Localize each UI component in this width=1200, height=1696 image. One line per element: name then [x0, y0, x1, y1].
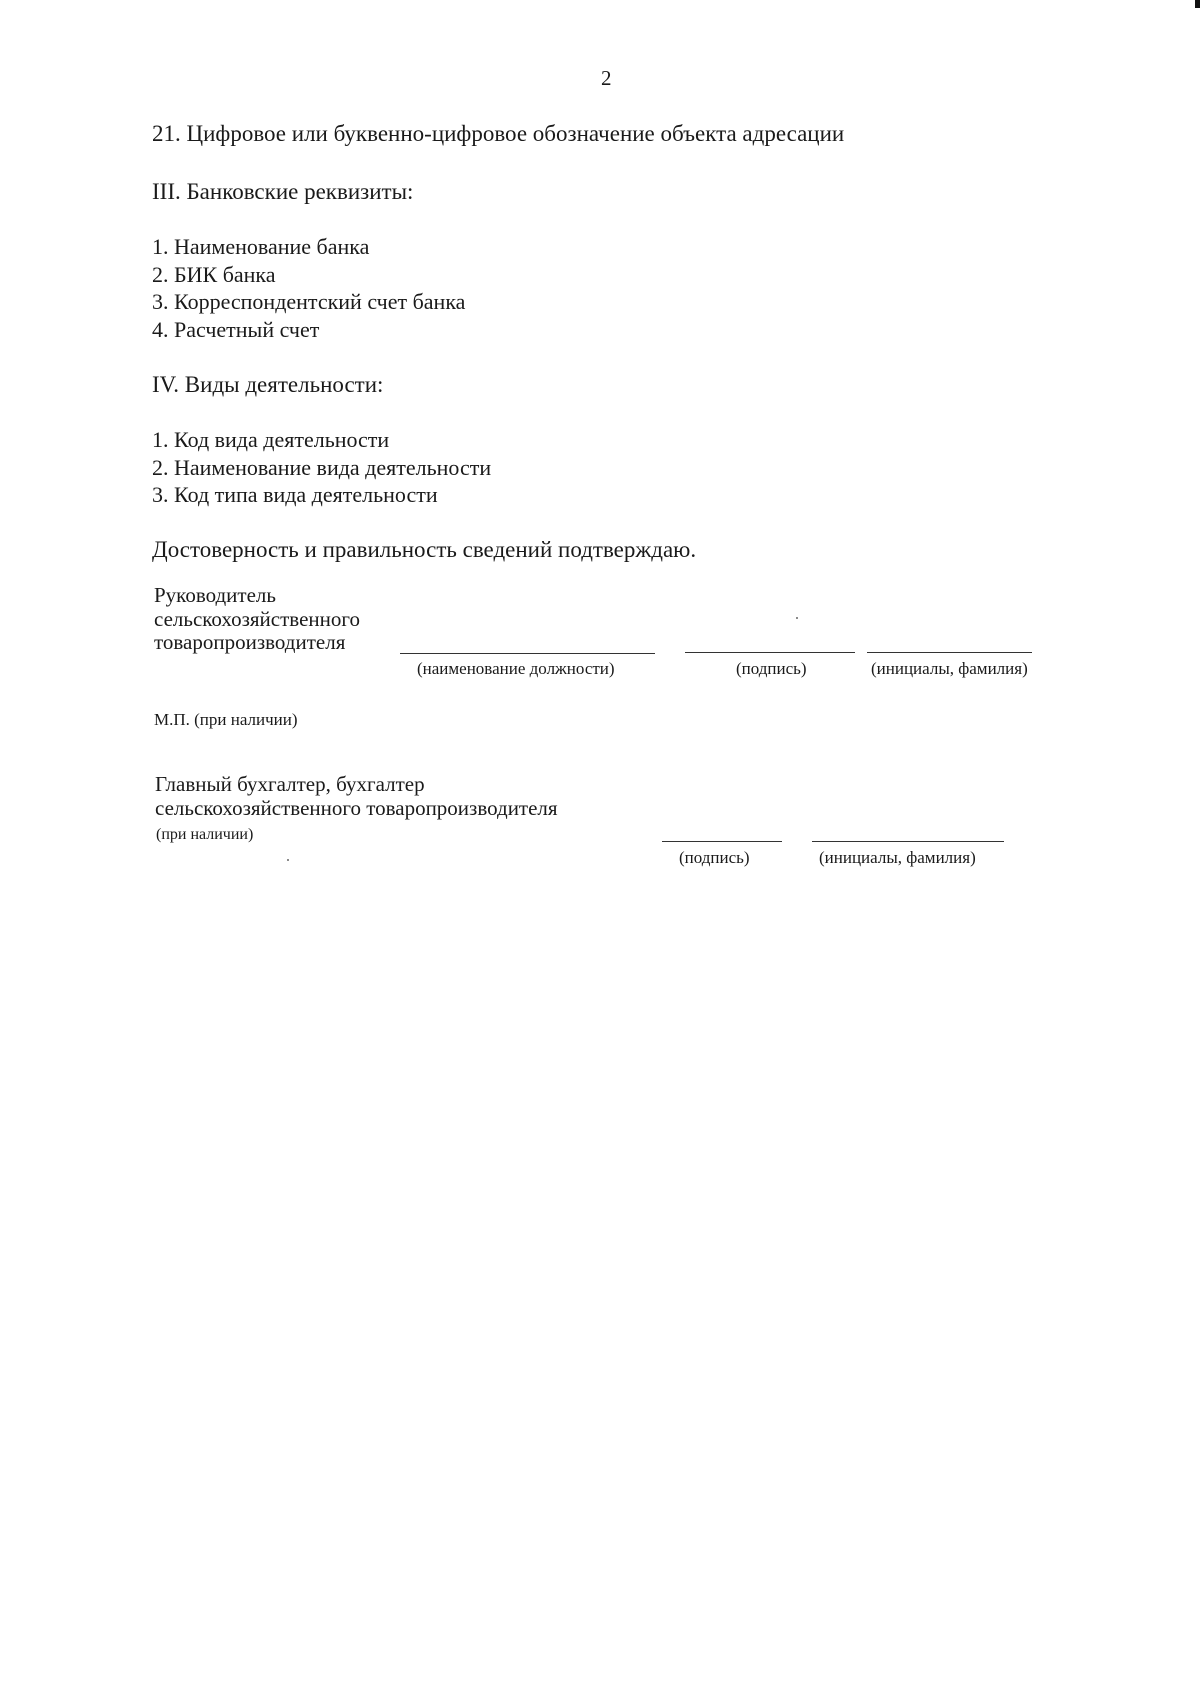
list-item: 4. Расчетный счет [152, 316, 320, 342]
head-title [154, 584, 360, 655]
head-title-line: Руководитель [154, 583, 276, 607]
activity-list [152, 426, 491, 509]
scan-edge-mark [1195, 0, 1200, 8]
stamp-note: М.П. (при наличии) [154, 710, 298, 729]
accountant-note: (при наличии) [156, 826, 254, 843]
scan-dot [287, 859, 289, 861]
list-item: 2. Наименование вида деятельности [152, 454, 492, 480]
list-item: 3. Корреспондентский счет банка [152, 289, 466, 314]
head-name-caption: (инициалы, фамилия) [871, 659, 1028, 678]
list-item: 2. БИК банка [152, 261, 276, 287]
head-position-caption: (наименование должности) [417, 659, 615, 678]
list-item: 3. Код типа вида деятельности [152, 482, 438, 507]
accountant-title [155, 773, 558, 820]
head-title-line: товаропроизводителя [154, 630, 346, 654]
confirmation-statement: Достоверность и правильность сведений подтверждаю. [152, 537, 697, 562]
page-number: 2 [601, 66, 612, 90]
head-signature-caption: (подпись) [736, 659, 807, 678]
list-item: 1. Код вида деятельности [152, 427, 390, 452]
head-name-line [867, 652, 1032, 653]
activity-section-heading: IV. Виды деятельности: [152, 372, 384, 397]
accountant-title-line: Главный бухгалтер, бухгалтер [155, 772, 425, 796]
accountant-title-line: сельскохозяйственного товаропроизводителя [155, 795, 558, 820]
scan-dot [796, 617, 798, 619]
accountant-signature-line [662, 841, 782, 842]
item-21-addressing-object: 21. Цифровое или буквенно-цифровое обозначение объекта адресации [152, 121, 845, 146]
list-item: 1. Наименование банка [152, 234, 370, 259]
accountant-signature-caption: (подпись) [679, 848, 750, 867]
head-signature-line [685, 652, 855, 653]
head-title-line: сельскохозяйственного [154, 606, 360, 631]
bank-section-heading: III. Банковские реквизиты: [152, 179, 414, 204]
head-position-line [400, 653, 655, 654]
accountant-name-caption: (инициалы, фамилия) [819, 848, 976, 867]
bank-details-list [152, 233, 465, 343]
accountant-name-line [812, 841, 1004, 842]
